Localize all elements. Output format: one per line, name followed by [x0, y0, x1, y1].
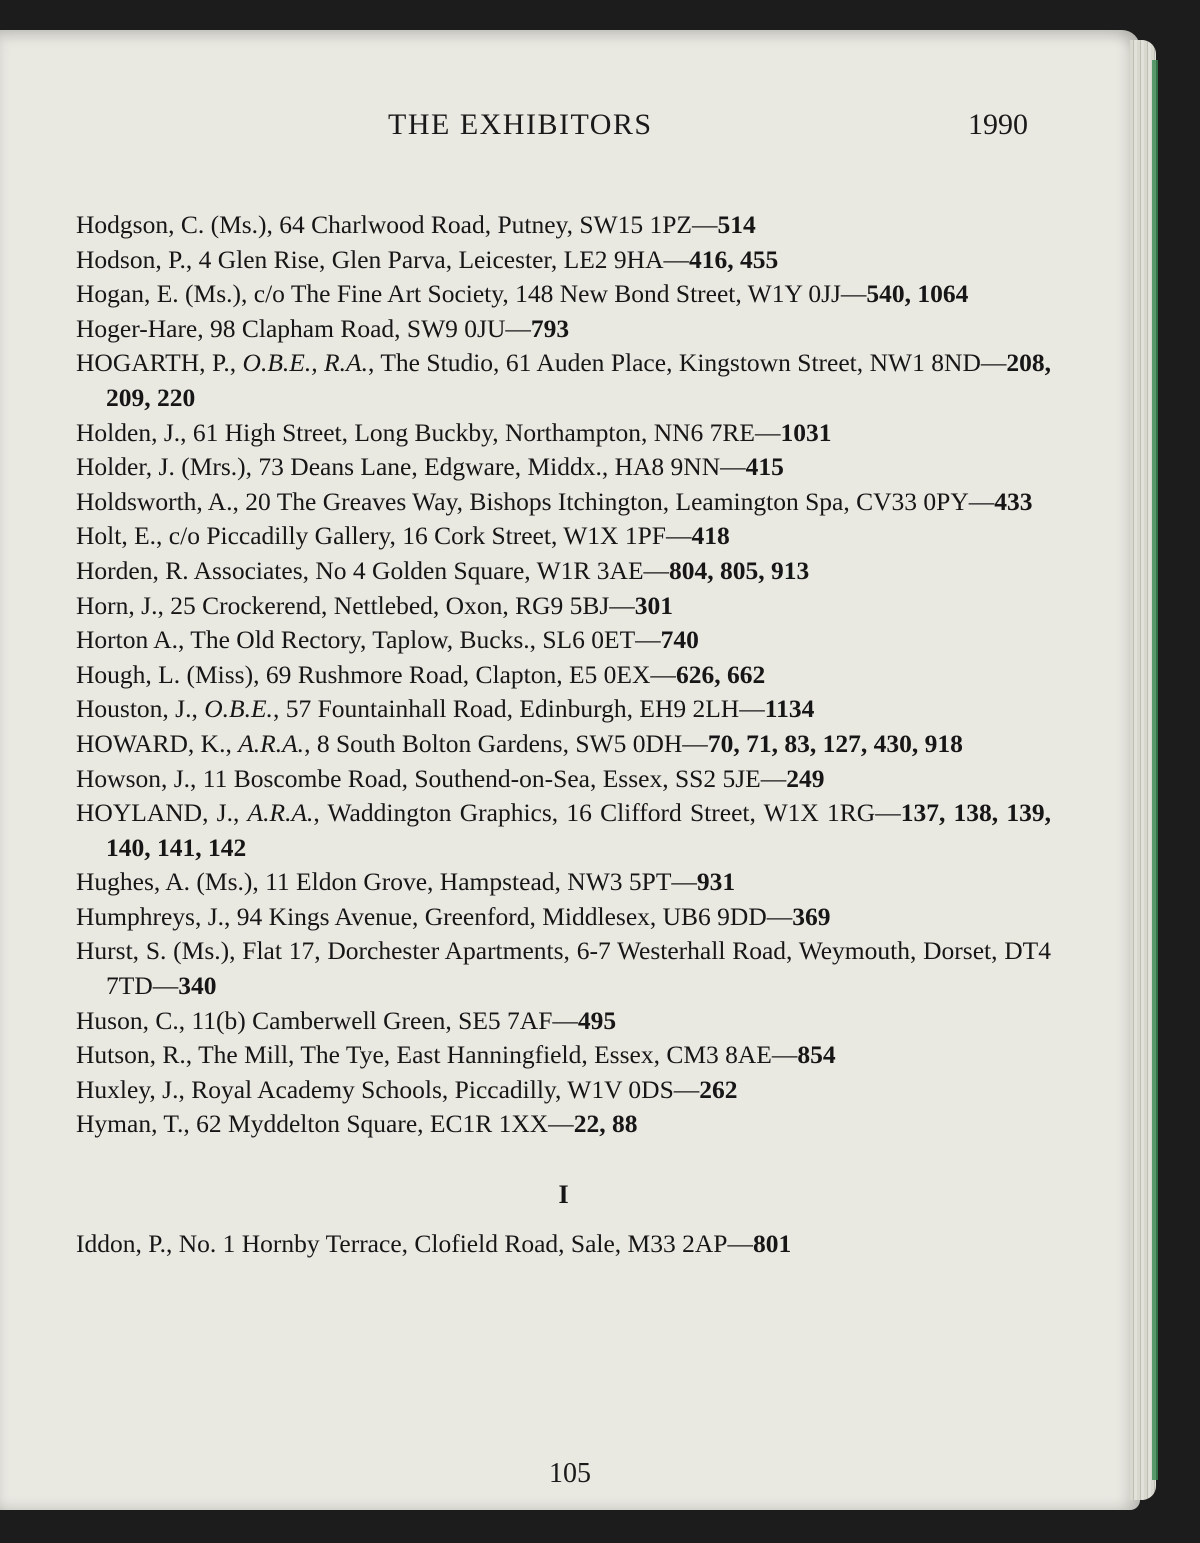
page-number: 105 — [549, 1458, 591, 1489]
list-item — [76, 1227, 1051, 1262]
list-item — [76, 1038, 1051, 1073]
list-item — [76, 208, 1051, 243]
entry-text: HOYLAND, J., — [76, 798, 248, 828]
entry-address: , 57 Fountainhall Road, Edinburgh, EH9 2LH— — [272, 694, 765, 724]
list-item — [76, 623, 1051, 658]
catalogue-numbers: 854 — [797, 1040, 836, 1070]
catalogue-numbers: 369 — [792, 901, 831, 931]
entry-text: Holt, E., c/o Piccadilly Gallery, 16 Cork Street, W1X 1PF— — [76, 521, 692, 551]
entry-text: HOWARD, K., — [76, 728, 239, 758]
catalogue-numbers: 340 — [178, 971, 217, 1001]
entry-text: Horton A., The Old Rectory, Taplow, Bucks., SL6 0ET— — [76, 625, 661, 655]
catalogue-numbers: 931 — [696, 867, 736, 897]
catalogue-numbers: 1134 — [764, 694, 815, 724]
catalogue-numbers: 418 — [691, 521, 730, 551]
entry-text: Hughes, A. (Ms.), 11 Eldon Grove, Hampstead, NW3 5PT— — [76, 867, 697, 897]
list-item — [76, 243, 1051, 278]
catalogue-numbers: 804, 805, 913 — [669, 555, 810, 585]
list-item — [76, 1004, 1051, 1039]
honours: O.B.E. — [204, 694, 273, 724]
entry-text: Huson, C., 11(b) Camberwell Green, SE5 7AF— — [76, 1005, 578, 1035]
catalogue-numbers: 208, 209, 220 — [106, 348, 1051, 412]
cover-edge — [1152, 60, 1158, 1480]
catalogue-numbers: 793 — [530, 313, 570, 343]
entry-text: Holdsworth, A., 20 The Greaves Way, Bishops Itchington, Leamington Spa, CV33 0PY— — [76, 486, 995, 516]
entry-text: Iddon, P., No. 1 Hornby Terrace, Clofield Road, Sale, M33 2AP— — [76, 1228, 753, 1258]
list-item — [76, 658, 1051, 693]
list-item — [76, 277, 1051, 312]
exhibitor-list — [76, 208, 1051, 1261]
entry-text: Holder, J. (Mrs.), 73 Deans Lane, Edgware, Middx., HA8 9NN— — [76, 452, 746, 482]
entry-text: HOGARTH, P., — [76, 348, 243, 378]
entry-text: Hutson, R., The Mill, The Tye, East Hanningfield, Essex, CM3 8AE— — [76, 1040, 798, 1070]
catalogue-numbers: 137, 138, 139, 140, 141, 142 — [106, 798, 1052, 862]
catalogue-numbers: 626, 662 — [675, 659, 766, 689]
entry-text: Horn, J., 25 Crockerend, Nettlebed, Oxon, RG9 5BJ— — [76, 590, 635, 620]
list-item — [76, 1107, 1051, 1142]
honours: A.R.A. — [247, 798, 314, 828]
entry-text: Holden, J., 61 High Street, Long Buckby, Northampton, NN6 7RE— — [76, 417, 781, 447]
list-item — [76, 1073, 1051, 1108]
list-item — [76, 554, 1051, 589]
entry-text: Houston, J., — [76, 694, 205, 724]
catalogue-numbers: 416, 455 — [689, 244, 779, 274]
catalogue-numbers: 249 — [786, 763, 825, 793]
entry-address: , The Studio, 61 Auden Place, Kingstown Street, NW1 8ND— — [367, 348, 1007, 378]
honours: O.B.E., R.A. — [242, 348, 368, 378]
catalogue-numbers: 262 — [699, 1074, 738, 1104]
list-item — [76, 450, 1051, 485]
list-item — [76, 934, 1051, 1003]
entry-text: Humphreys, J., 94 Kings Avenue, Greenford, Middlesex, UB6 9DD— — [76, 901, 793, 931]
list-item — [76, 312, 1051, 347]
entry-text: Hoger-Hare, 98 Clapham Road, SW9 0JU— — [76, 313, 531, 343]
catalogue-numbers: 1031 — [780, 417, 832, 447]
list-item — [76, 762, 1051, 797]
entry-text: Hogan, E. (Ms.), c/o The Fine Art Society, 148 New Bond Street, W1Y 0JJ— — [76, 279, 867, 309]
entry-text: Howson, J., 11 Boscombe Road, Southend-on-Sea, Essex, SS2 5JE— — [76, 763, 787, 793]
catalogue-numbers: 415 — [745, 452, 784, 482]
entry-address: , 8 South Bolton Gardens, SW5 0DH— — [304, 728, 708, 758]
list-item — [76, 865, 1051, 900]
section-heading: I — [558, 1180, 569, 1210]
list-item — [76, 485, 1051, 520]
catalogue-numbers: 433 — [994, 486, 1033, 516]
catalogue-numbers: 514 — [717, 210, 756, 239]
catalogue-numbers: 495 — [577, 1005, 617, 1035]
entry-text: Hyman, T., 62 Myddelton Square, EC1R 1XX— — [76, 1109, 574, 1139]
catalogue-numbers: 740 — [660, 625, 699, 655]
list-item — [76, 346, 1051, 415]
list-item — [76, 796, 1051, 865]
entry-text: Hough, L. (Miss), 69 Rushmore Road, Clapton, E5 0EX— — [76, 659, 676, 689]
entry-text: Hurst, S. (Ms.), Flat 17, Dorchester Apartments, 6-7 Westerhall Road, Weymouth, Dorset, DT4 7TD— — [76, 936, 1051, 1001]
entry-address: , Waddington Graphics, 16 Clifford Street, W1X 1RG— — [313, 798, 901, 828]
entry-text: Horden, R. Associates, No 4 Golden Square, W1R 3AE— — [76, 555, 670, 585]
list-item — [76, 416, 1051, 451]
page-title: THE EXHIBITORS — [388, 108, 653, 141]
list-item — [76, 519, 1051, 554]
entry-text: Huxley, J., Royal Academy Schools, Piccadilly, W1V 0DS— — [76, 1074, 700, 1104]
catalogue-numbers: 540, 1064 — [866, 279, 969, 309]
entry-text: Hodgson, C. (Ms.), 64 Charlwood Road, Putney, SW15 1PZ— — [76, 210, 718, 239]
entry-text: Hodson, P., 4 Glen Rise, Glen Parva, Leicester, LE2 9HA— — [76, 244, 689, 274]
book-page — [0, 30, 1140, 1510]
list-item — [76, 900, 1051, 935]
catalogue-numbers: 301 — [634, 590, 674, 620]
catalogue-numbers: 70, 71, 83, 127, 430, 918 — [707, 728, 963, 758]
list-item — [76, 692, 1051, 727]
year: 1990 — [968, 108, 1028, 141]
honours: A.R.A. — [238, 728, 305, 758]
catalogue-numbers: 801 — [752, 1228, 792, 1258]
list-item — [76, 727, 1051, 762]
catalogue-numbers: 22, 88 — [573, 1109, 638, 1139]
list-item — [76, 589, 1051, 624]
